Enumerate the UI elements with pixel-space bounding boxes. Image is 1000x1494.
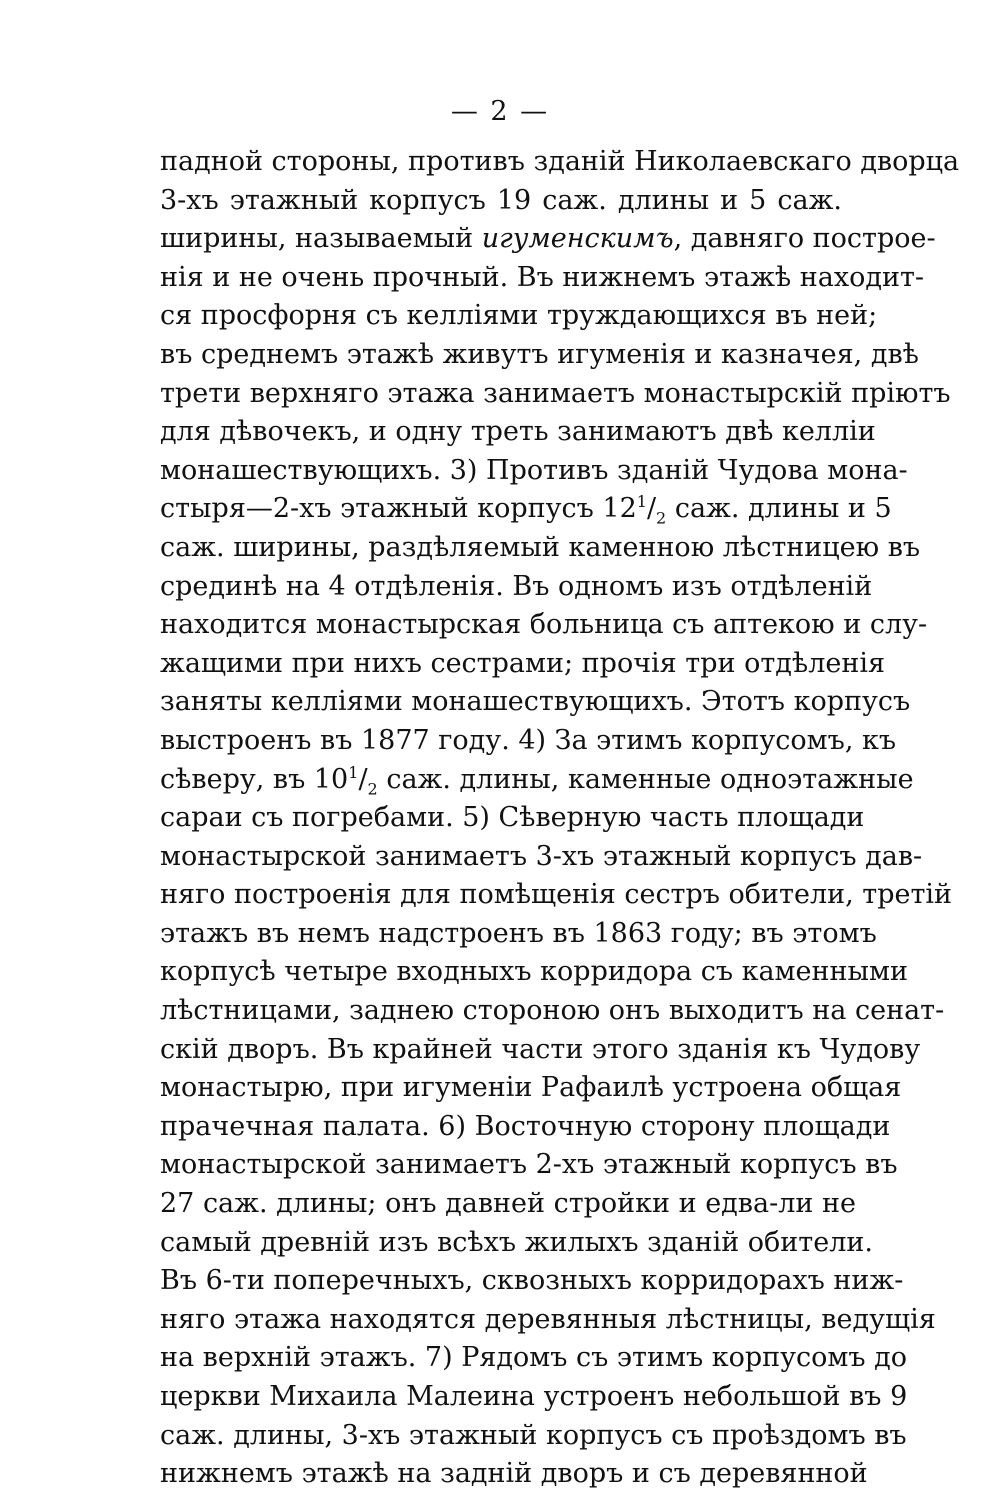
italic-term: игуменскимъ [481, 223, 674, 255]
text-line [160, 1031, 921, 1070]
text-line [160, 1455, 868, 1494]
text-line [160, 568, 873, 607]
text-run: саж. длины и 5 [666, 493, 892, 525]
text-run: монастырской занимаетъ 3-хъ этажный корпусъ дав- [160, 840, 923, 872]
text-line [160, 915, 877, 954]
text-line [160, 490, 892, 529]
text-line [160, 1301, 936, 1340]
text-run: заняты келліями монашествующихъ. Этотъ корпусъ [160, 686, 911, 718]
fraction-numerator: 1 [636, 492, 647, 512]
text-run: ширины, называемый [160, 223, 474, 255]
text-line [160, 259, 925, 298]
text-run: скій дворъ. Въ крайней части этого зданія къ Чудову [160, 1033, 921, 1065]
text-run: саж. длины, каменные одноэтажные [377, 763, 914, 795]
text-run: падной стороны, противъ зданій Николаевскаго дворца [160, 146, 960, 177]
text-run: 3-хъ этажный корпусъ 19 саж. длины и 5 саж. [160, 184, 842, 216]
text-line [160, 992, 945, 1031]
text-line [160, 1108, 891, 1147]
text-run: няго построенія для помѣщенія сестръ обители, третій [160, 879, 953, 911]
text-line [160, 182, 842, 221]
text-run: срединѣ на 4 отдѣленія. Въ одномъ изъ отдѣленій [160, 570, 873, 602]
text-run: жащими при нихъ сестрами; прочія три отдѣленія [160, 647, 885, 679]
text-line [160, 838, 923, 877]
text-line [160, 645, 885, 684]
text-line [160, 452, 908, 491]
text-run: самый древній изъ всѣхъ жилыхъ зданій обители. [160, 1226, 873, 1258]
text-line [160, 722, 897, 761]
text-line [160, 1339, 908, 1378]
fraction-slash: / [646, 493, 657, 525]
text-line [160, 761, 914, 800]
text-line [160, 1069, 902, 1108]
text-run: сѣверу, въ 10 [160, 763, 349, 795]
text-run: саж. ширины, раздѣляемый каменною лѣстницею въ [160, 531, 921, 563]
text-run: на верхній этажъ. 7) Рядомъ съ этимъ корпусомъ до [160, 1342, 908, 1374]
text-line [160, 683, 911, 722]
text-run: Въ 6-ти поперечныхъ, сквозныхъ корридорахъ ниж- [160, 1265, 904, 1297]
text-run: въ среднемъ этажѣ живутъ игуменія и казначея, двѣ [160, 338, 919, 370]
text-run: няго этажа находятся деревянныя лѣстницы, ведущія [160, 1303, 936, 1335]
text-line [160, 1262, 904, 1301]
text-line [160, 336, 919, 375]
text-run: сараи съ погребами. 5) Сѣверную часть площади [160, 802, 865, 834]
text-run: ся просфорня съ келліями труждающихся въ ней; [160, 300, 878, 332]
text-run: 27 саж. длины; онъ давней стройки и едва-ли не [160, 1188, 856, 1220]
fraction-numerator: 1 [348, 762, 359, 782]
text-run: для дѣвочекъ, и одну треть занимаютъ двѣ келліи [160, 416, 876, 448]
text-run: монастырю, при игуменіи Рафаилѣ устроена общая [160, 1072, 902, 1104]
text-run: находится монастырская больница съ аптекою и слу- [160, 609, 928, 641]
text-run: церкви Михаила Малеина устроенъ небольшой въ 9 [160, 1381, 908, 1412]
fraction-slash: / [358, 763, 368, 795]
text-run: трети верхняго этажа занимаетъ монастырскій пріютъ [160, 377, 951, 409]
text-line [160, 143, 960, 182]
text-run: стыря—2-хъ этажный корпусъ 12 [160, 493, 637, 525]
text-line [160, 1378, 908, 1417]
text-line [160, 799, 865, 838]
text-line [160, 1417, 907, 1456]
page-number: — 2 — [450, 96, 550, 127]
text-run: нижнемъ этажѣ на задній дворъ и съ деревянной [160, 1458, 868, 1490]
text-run: корпусѣ четыре входныхъ корридора съ каменными [160, 956, 909, 988]
text-line [160, 297, 878, 336]
fraction-denominator: 2 [656, 508, 667, 528]
text-line [160, 529, 921, 568]
text-line [160, 876, 953, 915]
text-run: нія и не очень прочный. Въ нижнемъ этажѣ находит- [160, 261, 925, 293]
text-line [160, 413, 876, 452]
text-run: прачечная палата. 6) Восточную сторону площади [160, 1110, 891, 1142]
text-line [160, 220, 936, 259]
text-line [160, 1224, 873, 1263]
text-line [160, 606, 928, 645]
text-run: , давняго построе- [673, 223, 936, 255]
text-run: монастырской занимаетъ 2-хъ этажный корпусъ въ [160, 1149, 898, 1181]
text-run: этажъ въ немъ надстроенъ въ 1863 году; въ этомъ [160, 917, 877, 949]
text-line [160, 375, 951, 414]
text-line [160, 953, 909, 992]
text-run: лѣстницами, заднею стороною онъ выходитъ на сенат- [160, 995, 945, 1027]
text-line [160, 1146, 898, 1185]
text-run: выстроенъ въ 1877 году. 4) За этимъ корпусомъ, къ [160, 724, 897, 756]
text-line [160, 1185, 856, 1224]
text-run: саж. длины, 3-хъ этажный корпусъ съ проѣздомъ въ [160, 1419, 907, 1451]
body-text [160, 143, 960, 1494]
fraction-denominator: 2 [367, 778, 378, 798]
text-run: монашествующихъ. 3) Противъ зданій Чудова мона- [160, 454, 908, 486]
